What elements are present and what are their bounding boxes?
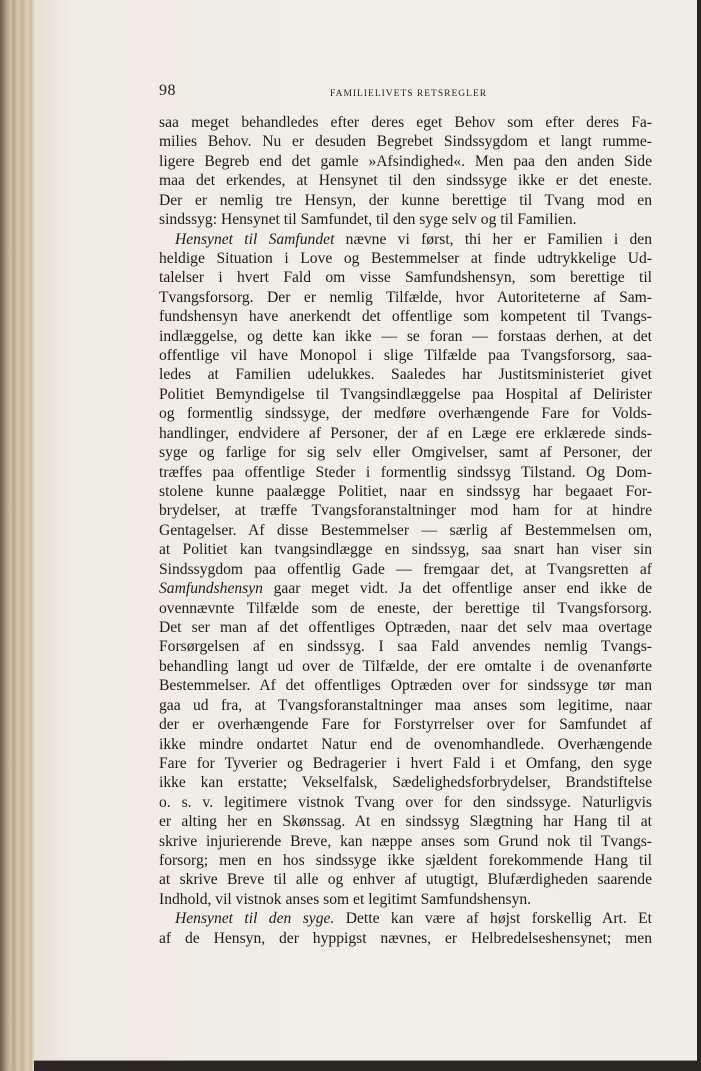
text-line: Bestemmelser. Af det offentliges Optræden over for sindssyge tør man [159, 677, 652, 695]
text-line: Hensynet til Samfundet nævne vi først, thi her er Familien i den [175, 230, 652, 248]
text-line: gaa ud fra, at Tvangsforanstaltninger maa anses som legitime, naar [159, 696, 652, 714]
text-line: at Politiet kan tvangsindlægge en sindssyg, saa snart han viser sin [159, 541, 652, 559]
text-line: forsorg; men en hos sindssyge ikke sjældent forekommende Hang til [159, 852, 652, 870]
italic-heading: Hensynet til den syge. [175, 910, 335, 928]
text-line: maa det erkendes, at Hensynet til den sindssyge ikke er det eneste. [159, 172, 652, 190]
book-gutter [0, 0, 34, 1071]
text-line: ikke kan erstatte; Vekselfalsk, Sædelighedsforbrydelser, Brandstiftelse [159, 774, 652, 792]
text-line: heldige Situation i Love og Bestemmelser at finde udtrykkelige Ud- [159, 249, 652, 267]
text-line: af de Hensyn, der hyppigst nævnes, er Helbredelseshensynet; men [159, 929, 652, 947]
text-line: er alting her en Skønssag. At en sindssyg Slægtning har Hang til at [159, 813, 652, 831]
text-line: at skrive Breve til alle og enhver af utugtigt, Blufærdigheden saarende [159, 871, 652, 889]
book-page [34, 0, 697, 1061]
text-line: sindssyg: Hensynet til Samfundet, til den syge selv og til Familien. [159, 211, 577, 229]
italic-term: Samfundshensyn [159, 580, 263, 598]
text-line: skrive injurierende Breve, kan næppe anses som Grund nok til Tvangs- [159, 832, 652, 850]
text-line: Sindssygdom paa offentlig Gade — fremgaar det, at Tvangsretten af [159, 560, 652, 578]
text-line: Gentagelser. Af disse Bestemmelser — særlig af Bestemmelsen om, [159, 521, 652, 539]
text-line: behandling langt ud over de Tilfælde, der ere omtalte i de ovenanførte [159, 657, 652, 675]
text-line: ovennævnte Tilfælde som de eneste, der berettige til Tvangsforsorg. [159, 599, 652, 617]
text-line: talelser i hvert Fald om visse Samfundshensyn, som berettige til [159, 269, 652, 287]
text-line: og formentlig sindssyge, der medføre overhængende Fare for Volds- [159, 405, 652, 423]
text-line: Indhold, vil vistnok anses som et legitimt Samfundshensyn. [159, 890, 532, 908]
text-line: handlinger, endvidere af Personer, der af en Læge ere erklærede sinds- [159, 424, 652, 442]
text-line: offentlige vil have Monopol i slige Tilfælde paa Tvangsforsorg, saa- [159, 347, 652, 365]
text-line: fundshensyn have anerkendt det offentlige som kompetent til Tvangs- [159, 308, 652, 326]
text-line: stolene kunne paalægge Politiet, naar en sindssyg har begaaet For- [159, 483, 652, 501]
text-line: ledes at Familien udelukkes. Saaledes har Justitsministeriet givet [159, 366, 652, 384]
text-line: der er overhængende Fare for Forstyrrelser over for Samfundet af [159, 716, 652, 734]
text-line: Politiet Bemyndigelse til Tvangsindlæggelse paa Hospital af Delirister [159, 385, 652, 403]
italic-heading: Hensynet til Samfundet [175, 230, 335, 248]
text-line: milies Behov. Nu er desuden Begrebet Sindssygdom et langt rumme- [159, 133, 652, 151]
text-line: Der er nemlig tre Hensyn, der kunne berettige til Tvang mod en [159, 191, 652, 209]
text-line: Fare for Tyverier og Bedragerier i hvert Fald i et Omfang, den syge [159, 754, 652, 772]
text-line: Hensynet til den syge. Dette kan være af højst forskellig Art. Et [175, 910, 653, 928]
page-number: 98 [159, 82, 176, 99]
text-line: saa meget behandledes efter deres eget Behov som efter deres Fa- [159, 114, 652, 131]
text-line: Tvangsforsorg. Der er nemlig Tilfælde, hvor Autoriteterne af Sam- [159, 288, 652, 306]
text-line: syge og farlige for sig selv eller Omgivelser, samt af Personer, der [159, 444, 652, 462]
text-line: o. s. v. legitimere vistnok Tvang over for den sindssyge. Naturligvis [159, 793, 652, 811]
text-line: indlæggelse, og dette kan ikke — se foran — forstaas derhen, at det [159, 327, 652, 345]
text-line: brydelser, at træffe Tvangsforanstaltninger mod ham for at hindre [159, 502, 652, 520]
text-line: ikke mindre ondartet Natur end de ovenomhandlede. Overhængende [159, 735, 652, 753]
text-line: Det ser man af det offentliges Optræden, naar det selv maa overtage [159, 618, 652, 636]
text-line: ligere Begreb end det gamle »Afsindighed«. Men paa den anden Side [159, 152, 652, 170]
text-line: træffes paa offentlige Steder i formentlig sindssyg Tilstand. Og Dom- [159, 463, 652, 481]
body-text [159, 113, 652, 948]
text-line: Samfundshensyn gaar meget vidt. Ja det offentlige anser end ikke de [159, 580, 652, 598]
text-line: Forsørgelsen af en sindssyg. I saa Fald anvendes nemlig Tvangs- [159, 638, 652, 656]
running-head: FAMILIELIVETS RETSREGLER [330, 89, 488, 99]
